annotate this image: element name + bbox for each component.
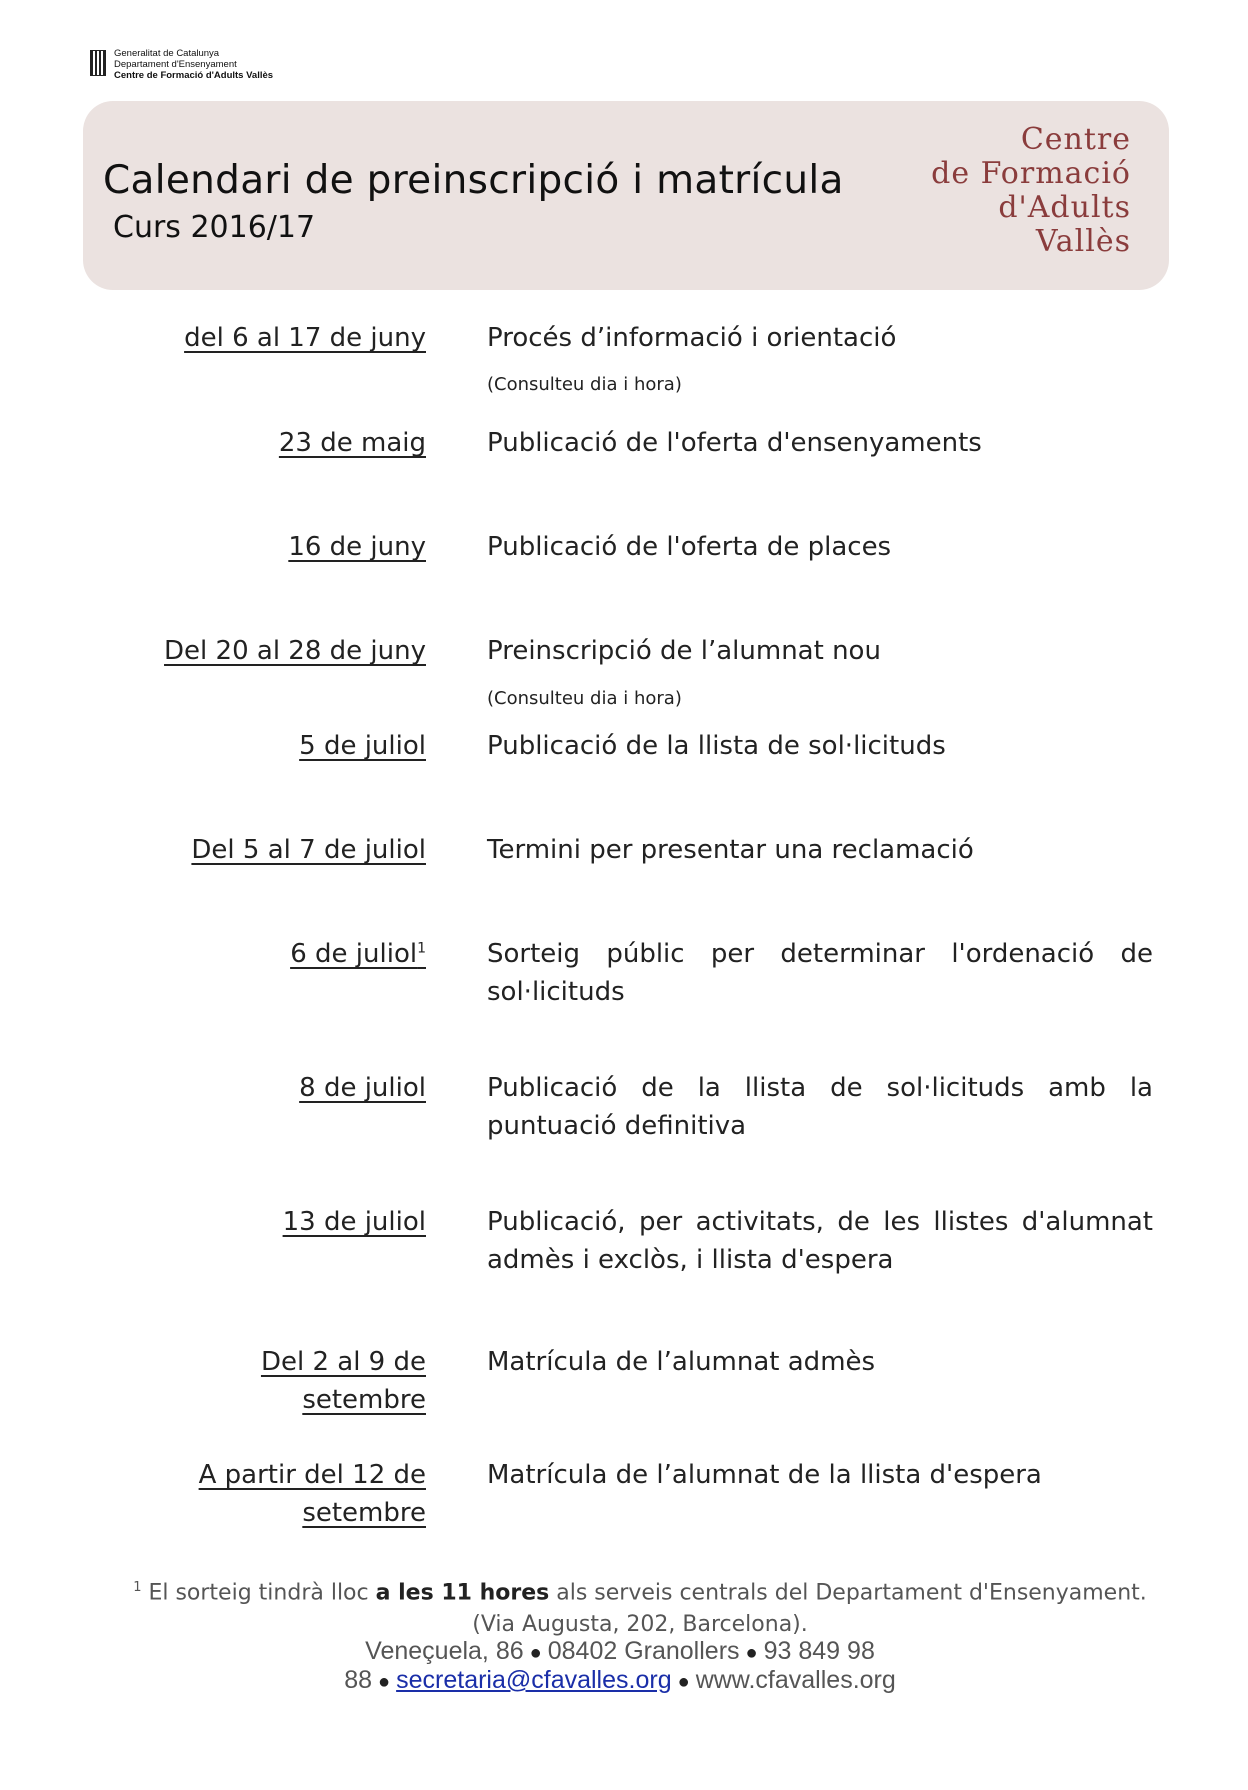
schedule-description: Matrícula de l’alumnat admès — [487, 1347, 876, 1377]
schedule-description: Publicació de la llista de sol·licituds — [487, 731, 946, 761]
logo-line-1: Centre — [1020, 122, 1131, 157]
schedule-description: Preinscripció de l’alumnat nou — [487, 636, 881, 666]
contact-line — [120, 1637, 1120, 1695]
organization-header — [90, 48, 273, 81]
footnote-text-end: als serveis centrals del Departament d'Ensenyament. — [549, 1580, 1147, 1606]
schedule-date: A partir del 12 de setembre — [198, 1460, 426, 1528]
contact-email-link[interactable]: secretaria@cfavalles.org — [396, 1666, 672, 1694]
org-line-centre: Centre de Formació d'Adults Vallès — [114, 70, 274, 81]
org-line-department: Departament d'Ensenyament — [114, 59, 237, 70]
logo-line-2: de Formació — [931, 156, 1131, 191]
schedule-date: Del 2 al 9 de setembre — [260, 1347, 426, 1415]
schedule-date: 13 de juliol — [282, 1207, 426, 1237]
bullet-icon: ● — [745, 1642, 758, 1664]
schedule-description: Publicació de la llista de sol·licituds amb la puntuació definitiva — [487, 1073, 1153, 1141]
centre-logo — [881, 123, 1131, 259]
schedule-note: (Consulteu dia i hora) — [487, 374, 682, 395]
schedule-date: Del 5 al 7 de juliol — [191, 835, 426, 865]
schedule-date: Del 20 al 28 de juny — [164, 636, 426, 666]
bullet-icon: ● — [378, 1671, 391, 1693]
footnote-text-start: El sorteig tindrà lloc — [141, 1580, 376, 1606]
schedule-date: 6 de juliol$^1$ — [290, 939, 426, 969]
footnote-mark: 1 — [133, 1580, 142, 1595]
bullet-icon: ● — [529, 1642, 542, 1664]
generalitat-emblem-icon — [90, 50, 106, 76]
schedule-date: 23 de maig — [278, 428, 426, 458]
schedule-date: 5 de juliol — [299, 731, 426, 761]
logo-line-3: d'Adults — [998, 190, 1131, 225]
page-title: Calendari de preinscripció i matrícula — [103, 158, 844, 203]
schedule-date: 8 de juliol — [299, 1073, 426, 1103]
page-subtitle: Curs 2016/17 — [113, 210, 316, 245]
schedule-description: Publicació, per activitats, de les llistes d'alumnat admès i exclòs, i llista d'espera — [487, 1207, 1153, 1275]
schedule-note: (Consulteu dia i hora) — [487, 688, 682, 709]
contact-city: 08402 Granollers — [547, 1637, 740, 1665]
schedule-description: Sorteig públic per determinar l'ordenació de sol·licituds — [487, 939, 1153, 1007]
org-line-government: Generalitat de Catalunya — [114, 48, 220, 59]
logo-line-4: Vallès — [1035, 224, 1131, 259]
footnote-address: (Via Augusta, 202, Barcelona). — [472, 1612, 808, 1638]
schedule-description: Matrícula de l’alumnat de la llista d'espera — [487, 1460, 1042, 1490]
contact-address: Veneçuela, 86 — [365, 1637, 524, 1665]
schedule-description: Termini per presentar una reclamació — [487, 835, 974, 865]
schedule-description: Publicació de l'oferta d'ensenyaments — [487, 428, 982, 458]
contact-phone: 93 849 98 88 — [344, 1637, 875, 1694]
schedule-date: 16 de juny — [288, 532, 426, 562]
contact-website[interactable]: www.cfavalles.org — [695, 1666, 896, 1694]
schedule-description: Publicació de l'oferta de places — [487, 532, 892, 562]
bullet-icon: ● — [677, 1671, 690, 1693]
footnote-marker: 1 — [417, 940, 426, 957]
footnote-time: a les 11 hores — [375, 1580, 550, 1606]
schedule-description: Procés d’informació i orientació — [487, 323, 897, 353]
footnote — [120, 1572, 1160, 1641]
schedule-date: del 6 al 17 de juny — [184, 323, 426, 353]
